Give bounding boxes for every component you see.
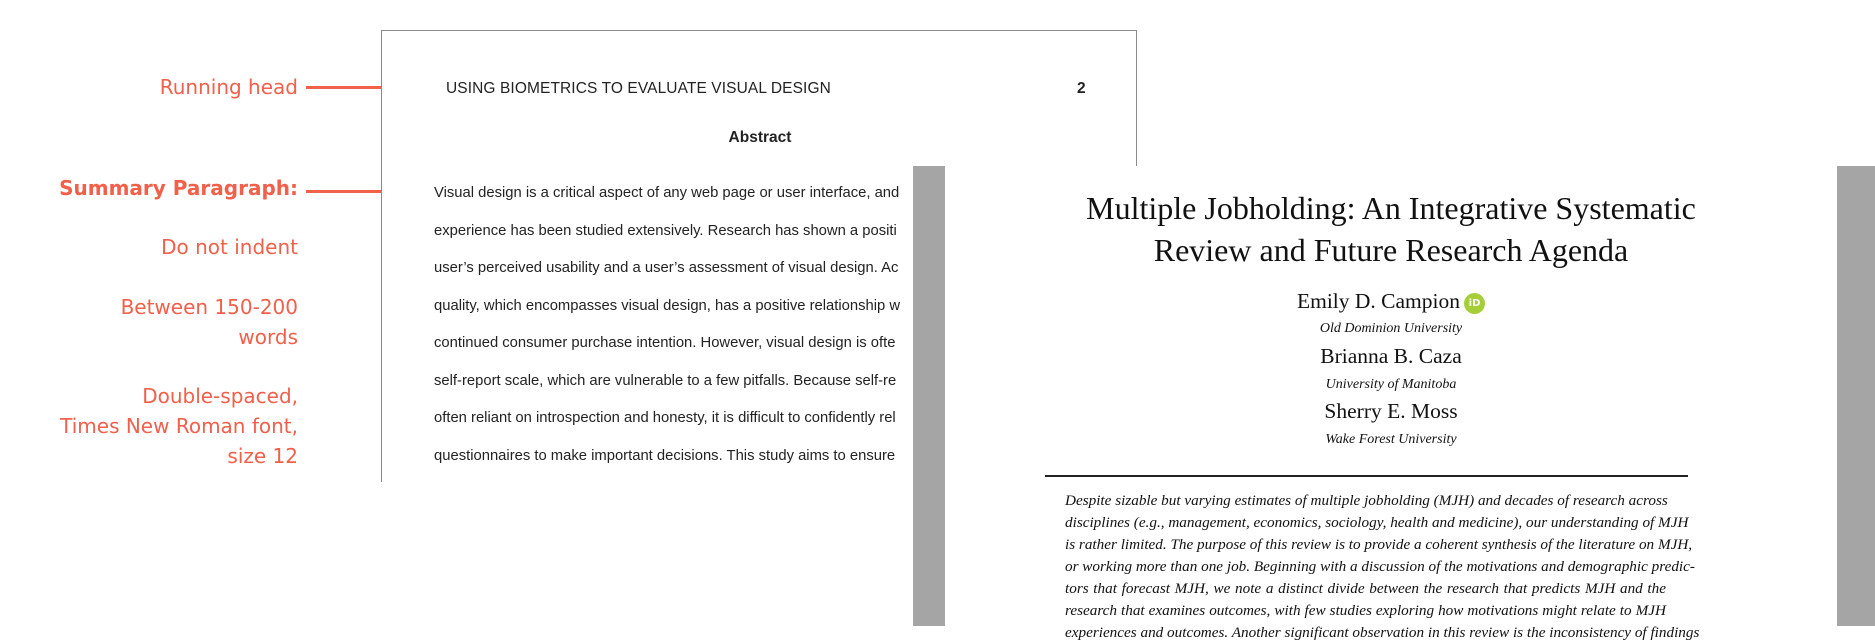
apa-abstract-line: continued consumer purchase intention. However, visual design is ofte [434,335,896,351]
author-name: Brianna B. Caza [1320,344,1462,368]
apa-abstract-line: self-report scale, which are vulnerable to a few pitfalls. Because self-re [434,372,897,389]
article-title-line1: Multiple Jobholding: An Integrative Systematic [1086,190,1696,226]
article-abstract-line: or working more than one job. Beginning with a discussion of the motivations and demographic predic- [1065,558,1695,575]
annotation-format-line1: Double-spaced, [142,384,298,408]
author-affiliation: Old Dominion University [1319,321,1463,336]
article-abstract-line: Despite sizable but varying estimates of multiple jobholding (MJH) and decades of research across [1065,492,1668,509]
apa-abstract-line: user’s perceived usability and a user’s assessment of visual design. Ac [434,260,899,276]
apa-abstract-line: quality, which encompasses visual design, has a positive relationship w [434,297,901,314]
annotation-word-count-line1: Between 150-200 [120,295,298,319]
author-affiliation: University of Manitoba [1325,377,1457,392]
annotation-running-head: Running head [159,75,298,99]
apa-abstract-heading: Abstract [728,129,792,146]
author-name: Sherry E. Moss [1324,399,1458,423]
article-abstract-line: disciplines (e.g., management, economics, sociology, health and medicine), our understanding of MJH [1065,514,1689,531]
annotation-word-count [121,292,298,352]
annotation-format-line2: Times New Roman font, [60,414,298,438]
apa-abstract-line: questionnaires to make important decisions. This study aims to ensure [434,447,896,464]
annotation-format [60,381,298,471]
author-name [945,289,1837,314]
author-name-text: Emily D. Campion [1296,289,1461,313]
apa-abstract-line: often reliant on introspection and honesty, it is difficult to confidently rel [434,410,896,426]
annotation-word-count-line2: words [238,325,298,349]
annotation-do-not-indent: Do not indent [161,235,298,259]
apa-running-head: USING BIOMETRICS TO EVALUATE VISUAL DESIGN [446,80,831,97]
annotation-format-line3: size 12 [227,444,298,468]
article-abstract-line: is rather limited. The purpose of this review is to provide a coherent synthesis of the literature on MJH, [1065,536,1693,553]
apa-abstract-line: Visual design is a critical aspect of any web page or user interface, and [434,185,900,201]
viewer-background-right [1837,166,1875,626]
article-title [945,187,1837,271]
apa-abstract-line: experience has been studied extensively. Research has shown a positi [434,222,897,239]
journal-article-page [945,166,1837,641]
divider-rule [1045,475,1688,477]
article-title-line2: Review and Future Research Agenda [1153,232,1629,268]
annotation-summary-paragraph: Summary Paragraph: [59,176,298,200]
viewer-background-left [913,166,945,626]
apa-page-number: 2 [1077,80,1086,97]
author-affiliation: Wake Forest University [1325,432,1457,447]
article-abstract [1065,490,1700,644]
article-abstract-line: tors that forecast MJH, we note a distinct divide between the research that predicts MJH and the [1065,580,1666,597]
article-abstract-line: experiences and outcomes. Another significant observation in this review is the inconsistency of findings [1065,624,1700,641]
orcid-icon[interactable]: iD [1464,293,1485,314]
article-abstract-line: research that examines outcomes, with few studies exploring how motivations might relate to MJH [1065,602,1666,619]
